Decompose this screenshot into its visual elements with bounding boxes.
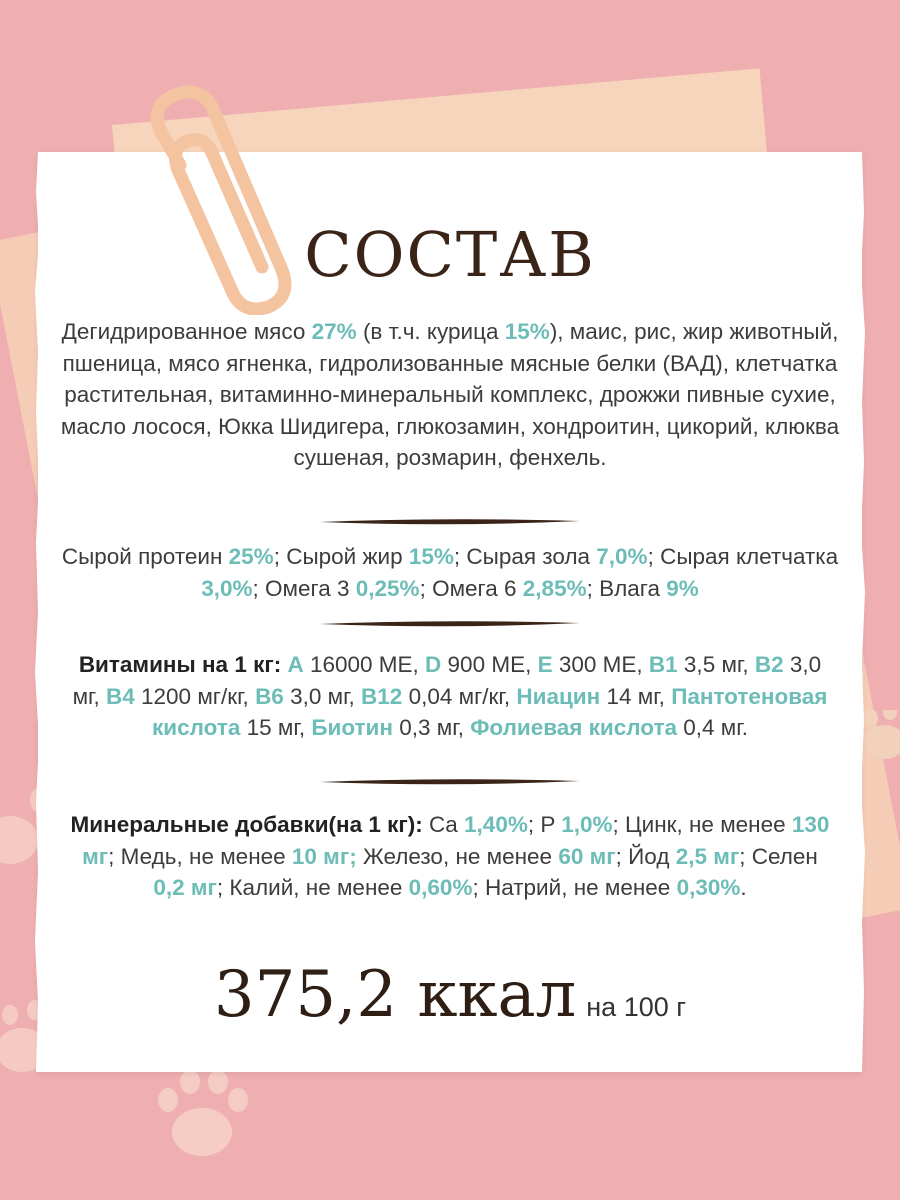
vitamin-value: 3,0 мг, [72,652,822,709]
mineral-label: ; Калий, не менее [216,875,409,900]
paw-print-icon [140,1060,260,1170]
mineral-value: 1,0% [561,812,613,837]
analysis-value: 9% [666,575,699,601]
vitamin-value: 16000 МЕ, [303,652,426,677]
page-title: СОСТАВ [304,218,596,291]
mineral-label: ; Йод [615,843,676,869]
analysis-value: 3,0% [201,575,253,601]
vitamin-value: 0,4 мг. [676,715,748,740]
vitamin-name: D [425,652,442,677]
analysis-label: ; Влага [586,575,667,601]
vitamin-name: B6 [255,683,284,709]
vitamins-heading: Витамины на 1 кг: [78,652,282,677]
mineral-value: 0,60% [408,875,473,900]
vitamin-name: Пантотеновая кислота [152,683,828,740]
composition-text-part: (в т.ч. курица [356,319,505,344]
meat-percent: 27% [311,319,357,344]
vitamins-text [70,649,830,744]
mineral-label: ; Натрий, не менее [472,875,677,900]
vitamin-name: Биотин [311,715,393,740]
vitamin-name: Фолиевая кислота [470,715,677,740]
vitamin-name: A [287,652,304,677]
mineral-value: 130 мг [82,812,830,869]
mineral-label: . [740,875,747,900]
chicken-percent: 15% [504,319,550,344]
vitamin-value: 0,04 мг/кг, [402,683,517,709]
composition-text [60,316,840,474]
mineral-label: ; Цинк, не менее [612,812,792,837]
vitamin-value: 1200 мг/кг, [134,683,256,709]
vitamin-value: 300 МЕ, [552,652,649,677]
vitamin-name: B12 [361,683,403,709]
vitamin-value: 14 мг, [600,683,672,709]
mineral-value: 60 мг [558,843,616,869]
analysis-value: 15% [408,544,454,569]
analysis-label: ; Омега 6 [419,575,523,601]
vitamin-value: 15 мг, [240,715,312,740]
mineral-value: 2,5 мг [675,843,740,869]
vitamin-name: Ниацин [516,683,601,709]
divider-stroke-icon [318,618,582,630]
mineral-label: ; Селен [739,843,818,869]
analysis-text [55,541,845,604]
mineral-value: 1,40% [464,812,528,837]
analysis-value: 7,0% [596,544,648,569]
vitamin-name: B1 [648,652,678,677]
mineral-label: Железо, не менее [356,843,559,869]
vitamin-value: 3,5 мг, [677,652,755,677]
analysis-value: 0,25% [355,575,420,601]
analysis-value: 2,85% [522,575,587,601]
energy-value [0,958,900,1032]
divider-stroke-icon [318,516,582,528]
divider-stroke-icon [318,776,582,788]
minerals-heading: Минеральные добавки(на 1 кг): [70,812,423,837]
mineral-value: 10 мг; [291,843,357,869]
analysis-label: ; Омега 3 [252,575,356,601]
analysis-label: ; Сырая зола [453,544,597,569]
mineral-value: 0,30% [676,875,741,900]
mineral-label: Ca [422,812,465,837]
vitamin-value: 0,3 мг, [392,715,471,740]
analysis-label: ; Сырой жир [273,544,409,569]
analysis-value: 25% [228,544,274,569]
vitamin-name: B2 [754,652,784,677]
energy-kcal: 375,2 ккал [213,958,577,1032]
vitamin-name: E [537,652,553,677]
mineral-label: ; P [527,812,562,837]
analysis-label: ; Сырая клетчатка [647,544,839,569]
analysis-label: Сырой протеин [61,544,229,569]
vitamin-value: 3,0 мг, [283,683,362,709]
vitamin-value: 900 МЕ, [441,652,538,677]
vitamin-name: B4 [106,683,135,709]
composition-text-part: ), маис, рис, жир животный, пшеница, мясо ягненка, гидролизованные мясные белки (ВАД), клетчатка растительная, витаминно-минеральный комплекс, дрожжи пивные сухие, масло лосося, Юкка Шидигера, глюкозамин, хондроитин, цикорий, клюква сушеная, розмарин, фенхель. [60,319,840,470]
composition-text-part: Дегидрированное мясо [61,319,312,344]
mineral-value: 0,2 мг [153,875,217,900]
energy-unit: на 100 г [586,992,687,1022]
minerals-text [66,809,834,904]
mineral-label: ; Медь, не менее [108,843,292,869]
